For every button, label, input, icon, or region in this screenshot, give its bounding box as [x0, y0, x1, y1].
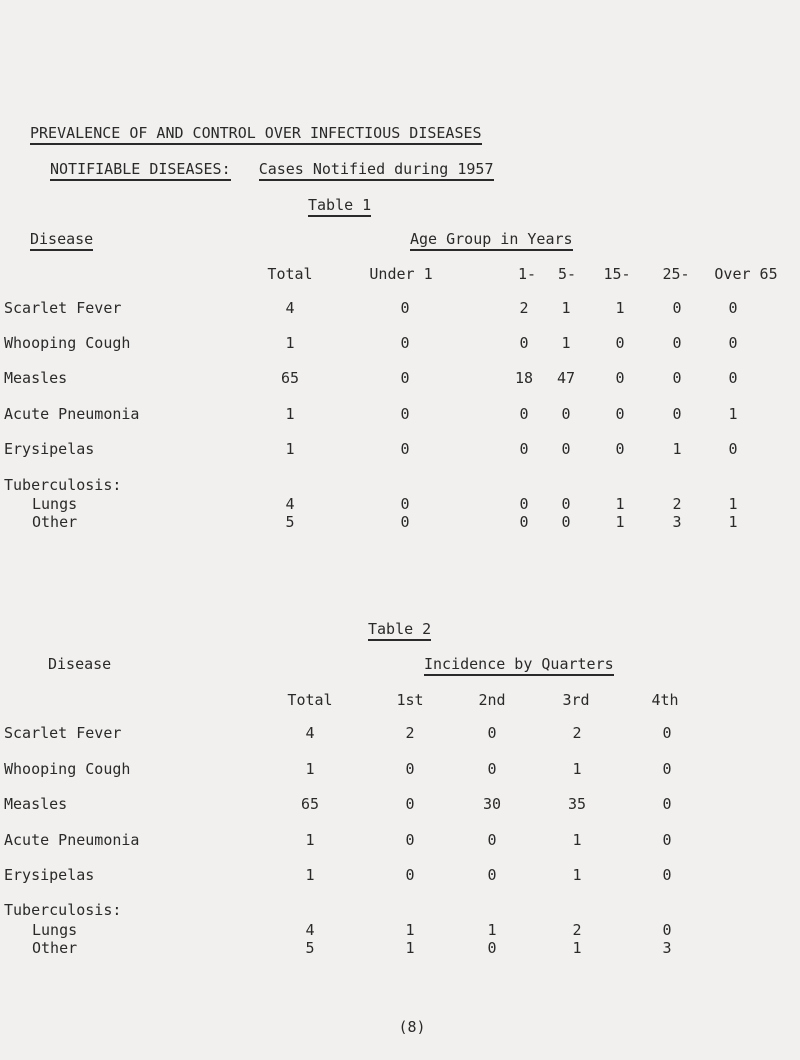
table-cell: 5 [305, 939, 315, 957]
table-cell: 1 [572, 939, 582, 957]
table-cell: 0 [519, 513, 529, 531]
table-cell: 0 [400, 369, 410, 387]
table2-disease-header: Disease [48, 655, 112, 673]
tuberculosis-label: Tuberculosis: [4, 901, 122, 919]
table-cell: 0 [400, 405, 410, 423]
column-header: 25- [662, 265, 690, 283]
table-cell: 0 [405, 866, 415, 884]
table-cell: 0 [672, 334, 682, 352]
table-cell: 1 [487, 921, 497, 939]
table-cell: 47 [556, 369, 576, 387]
table-cell: 0 [487, 724, 497, 742]
table-cell: 30 [482, 795, 502, 813]
column-header: Over 65 [714, 265, 778, 283]
table-cell: 0 [662, 760, 672, 778]
row-label: Measles [4, 795, 68, 813]
row-label: Scarlet Fever [4, 299, 122, 317]
sub-row-label: Lungs [32, 495, 78, 513]
row-label: Whooping Cough [4, 760, 131, 778]
table-cell: 0 [615, 334, 625, 352]
table-cell: 2 [405, 724, 415, 742]
column-header: 15- [603, 265, 631, 283]
column-header: Under 1 [369, 265, 433, 283]
table-cell: 0 [672, 405, 682, 423]
column-header: 4th [651, 691, 679, 709]
table-cell: 4 [305, 921, 315, 939]
subheading-label: NOTIFIABLE DISEASES: [50, 160, 231, 181]
table-cell: 0 [400, 334, 410, 352]
table-cell: 0 [400, 299, 410, 317]
column-header: 3rd [562, 691, 590, 709]
table-cell: 0 [561, 405, 571, 423]
table2-caption: Table 2 [368, 620, 431, 641]
table-cell: 0 [728, 299, 738, 317]
tuberculosis-label: Tuberculosis: [4, 476, 122, 494]
table2-group-header: Incidence by Quarters [424, 655, 614, 676]
table-cell: 0 [728, 440, 738, 458]
table-cell: 0 [487, 866, 497, 884]
column-header: 1st [396, 691, 424, 709]
table-cell: 1 [572, 760, 582, 778]
table-cell: 1 [572, 866, 582, 884]
page-heading: PREVALENCE OF AND CONTROL OVER INFECTIOUS DISEASES [30, 124, 482, 145]
row-label: Acute Pneumonia [4, 831, 140, 849]
row-label: Scarlet Fever [4, 724, 122, 742]
table-cell: 2 [672, 495, 682, 513]
table-cell: 3 [672, 513, 682, 531]
table-cell: 1 [615, 299, 625, 317]
sub-row-label: Other [32, 939, 78, 957]
sub-row-label: Lungs [32, 921, 78, 939]
table-cell: 3 [662, 939, 672, 957]
table-cell: 0 [672, 369, 682, 387]
table1-group-header: Age Group in Years [410, 230, 573, 251]
table-cell: 1 [305, 831, 315, 849]
table-cell: 0 [662, 866, 672, 884]
table-cell: 0 [662, 724, 672, 742]
table1-caption: Table 1 [308, 196, 371, 217]
table-cell: 0 [400, 440, 410, 458]
table-cell: 2 [572, 921, 582, 939]
subheading-text: Cases Notified during 1957 [259, 160, 494, 181]
table-cell: 1 [728, 513, 738, 531]
table-cell: 0 [487, 831, 497, 849]
table-cell: 1 [405, 921, 415, 939]
table-cell: 1 [405, 939, 415, 957]
table-cell: 0 [400, 513, 410, 531]
row-label: Acute Pneumonia [4, 405, 140, 423]
row-label: Erysipelas [4, 866, 95, 884]
column-header: Total [287, 691, 333, 709]
table-cell: 1 [572, 831, 582, 849]
table-cell: 0 [519, 495, 529, 513]
table-cell: 0 [519, 334, 529, 352]
subheading [50, 160, 494, 178]
row-label: Measles [4, 369, 68, 387]
column-header: 1- [517, 265, 537, 283]
table-cell: 65 [300, 795, 320, 813]
table-cell: 0 [405, 795, 415, 813]
table-cell: 0 [615, 440, 625, 458]
table-cell: 65 [280, 369, 300, 387]
table-cell: 1 [285, 334, 295, 352]
table-cell: 1 [728, 495, 738, 513]
table-cell: 0 [487, 760, 497, 778]
table-cell: 1 [305, 866, 315, 884]
table-cell: 0 [400, 495, 410, 513]
table-cell: 5 [285, 513, 295, 531]
table-cell: 1 [305, 760, 315, 778]
table-cell: 4 [285, 299, 295, 317]
table-cell: 35 [567, 795, 587, 813]
table-cell: 4 [305, 724, 315, 742]
table-cell: 1 [285, 440, 295, 458]
table-cell: 0 [561, 495, 571, 513]
column-header: 2nd [478, 691, 506, 709]
table-cell: 0 [615, 405, 625, 423]
table-cell: 1 [285, 405, 295, 423]
table-cell: 0 [561, 440, 571, 458]
table-cell: 1 [728, 405, 738, 423]
table-cell: 0 [728, 369, 738, 387]
table-cell: 1 [561, 334, 571, 352]
table-cell: 0 [672, 299, 682, 317]
table-cell: 0 [662, 831, 672, 849]
table-cell: 2 [572, 724, 582, 742]
sub-row-label: Other [32, 513, 78, 531]
table-cell: 1 [561, 299, 571, 317]
table-cell: 0 [519, 440, 529, 458]
table-cell: 0 [662, 921, 672, 939]
column-header: Total [267, 265, 313, 283]
table-cell: 0 [405, 760, 415, 778]
table-cell: 0 [615, 369, 625, 387]
table1-disease-header: Disease [30, 230, 93, 251]
table-cell: 2 [519, 299, 529, 317]
row-label: Whooping Cough [4, 334, 131, 352]
table-cell: 0 [519, 405, 529, 423]
table-cell: 0 [662, 795, 672, 813]
row-label: Erysipelas [4, 440, 95, 458]
table-cell: 0 [487, 939, 497, 957]
table-cell: 0 [561, 513, 571, 531]
table-cell: 0 [728, 334, 738, 352]
table-cell: 1 [615, 513, 625, 531]
table-cell: 0 [405, 831, 415, 849]
column-header: 5- [557, 265, 577, 283]
table-cell: 4 [285, 495, 295, 513]
table-cell: 18 [514, 369, 534, 387]
table-cell: 1 [672, 440, 682, 458]
table-cell: 1 [615, 495, 625, 513]
page-number: (8) [398, 1018, 426, 1036]
